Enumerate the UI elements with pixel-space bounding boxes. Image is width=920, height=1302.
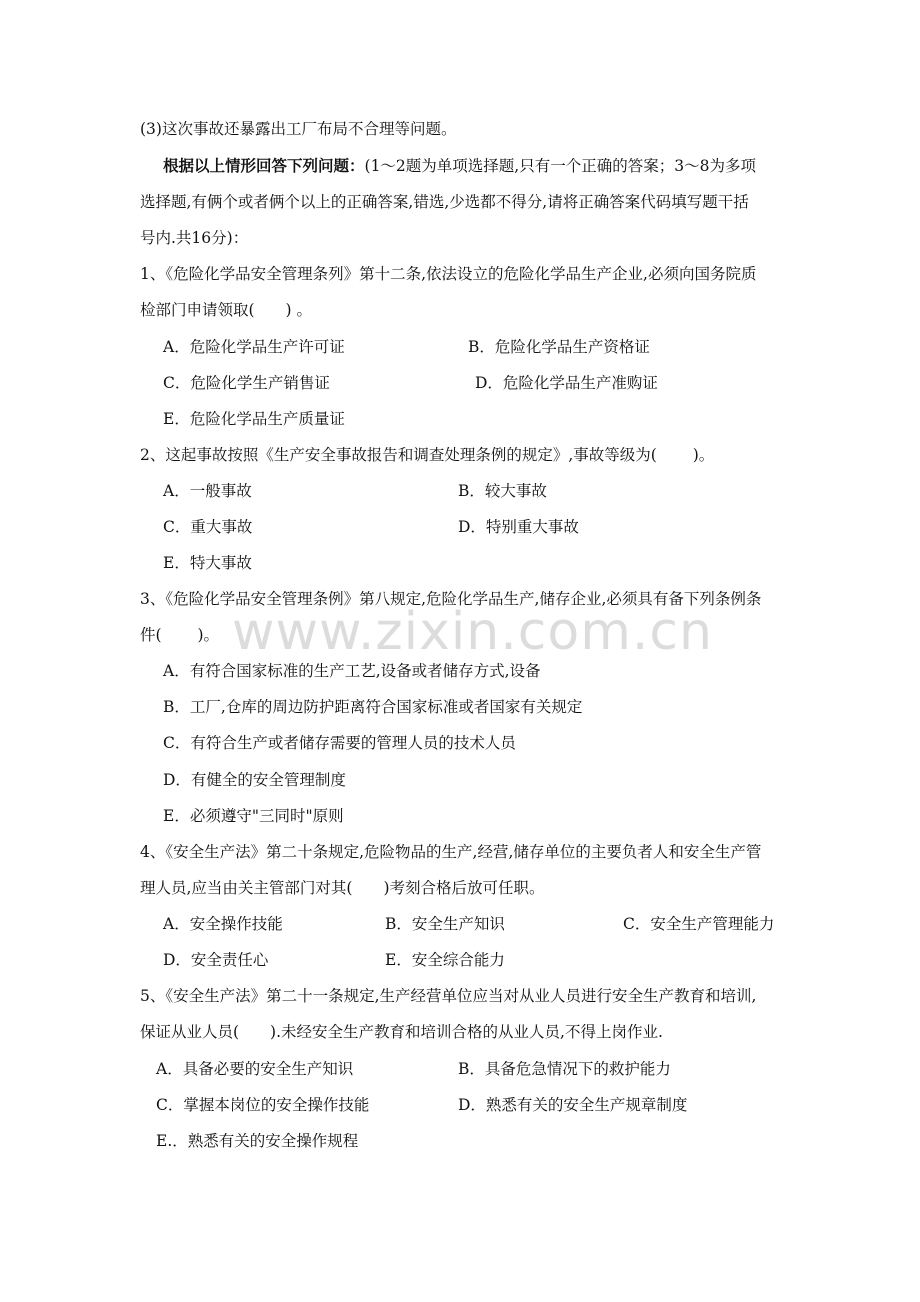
question-5-option-c: C．掌握本岗位的安全操作技能 — [156, 1096, 370, 1114]
instructions-line-3: 号内.共16分)： — [140, 229, 249, 247]
question-5-option-e: E.．熟悉有关的安全操作规程 — [156, 1132, 359, 1150]
question-1-option-d: D．危险化学品生产准购证 — [475, 374, 658, 392]
question-1-option-e: E．危险化学品生产质量证 — [163, 410, 345, 428]
question-4-option-d: D．安全责任心 — [163, 951, 269, 969]
question-4-option-b: B．安全生产知识 — [385, 915, 505, 933]
question-5-option-d: D．熟悉有关的安全生产规章制度 — [458, 1096, 688, 1114]
question-2-option-a: A．一般事故 — [163, 482, 252, 500]
question-3-option-e: E．必须遵守"三同时"原则 — [163, 807, 344, 825]
question-1-option-c: C．危险化学生产销售证 — [163, 374, 330, 392]
question-2-stem: 2、这起事故按照《生产安全事故报告和调查处理条例的规定》,事故等级为( )。 — [140, 446, 715, 464]
question-2-option-c: C．重大事故 — [163, 518, 253, 536]
question-4-option-c: C．安全生产管理能力 — [623, 915, 775, 933]
question-2-option-e: E．特大事故 — [163, 554, 252, 572]
question-2-option-b: B．较大事故 — [458, 482, 547, 500]
instructions-text: (1～2题为单项选择题,只有一个正确的答案；3～8为多项 — [364, 157, 756, 175]
question-5-stem: 5、《安全生产法》第二十一条规定,生产经营单位应当对从业人员进行安全生产教育和培训, — [140, 987, 757, 1005]
question-4-option-a: A．安全操作技能 — [163, 915, 283, 933]
question-1-option-b: B．危险化学品生产资格证 — [468, 338, 650, 356]
question-5-option-a: A．具备必要的安全生产知识 — [156, 1060, 354, 1078]
question-4-option-e: E．安全综合能力 — [385, 951, 505, 969]
question-1-stem-cont: 检部门申请领取( ) 。 — [140, 301, 313, 319]
question-3-option-c: C．有符合生产或者储存需要的管理人员的技术人员 — [163, 734, 516, 752]
instructions-line-2: 选择题,有俩个或者俩个以上的正确答案,错选,少选都不得分,请将正确答案代码填写题干括 — [140, 193, 749, 211]
question-3-option-b: B．工厂,仓库的周边防护距离符合国家标准或者国家有关规定 — [163, 698, 583, 716]
question-1-stem: 1、《危险化学品安全管理条列》第十二条,依法设立的危险化学品生产企业,必须向国务院质 — [140, 265, 757, 283]
question-5-stem-cont: 保证从业人员( ).未经安全生产教育和培训合格的从业人员,不得上岗作业. — [140, 1023, 663, 1041]
question-4-stem: 4、《安全生产法》第二十条规定,危险物品的生产,经营,储存单位的主要负者人和安全生产管 — [140, 843, 762, 861]
question-3-option-a: A．有符合国家标准的生产工艺,设备或者储存方式,设备 — [163, 662, 541, 680]
intro-item-3: (3)这次事故还暴露出工厂布局不合理等问题。 — [140, 120, 457, 138]
watermark: www.zixin.com.cn — [232, 602, 713, 662]
instructions-bold: 根据以上情形回答下列问题： — [163, 156, 365, 175]
question-3-stem: 3、《危险化学品安全管理条例》第八规定,危险化学品生产,储存企业,必须具有备下列条例条 — [140, 590, 762, 608]
question-4-stem-cont: 理人员,应当由关主管部门对其( )考刻合格后放可任职。 — [140, 879, 545, 897]
question-3-option-d: D．有健全的安全管理制度 — [163, 771, 346, 789]
question-5-option-b: B．具备危急情况下的救护能力 — [458, 1060, 671, 1078]
question-3-stem-cont: 件( )。 — [140, 626, 220, 644]
question-1-option-a: A．危险化学品生产许可证 — [163, 338, 345, 356]
instructions-line-1 — [163, 156, 756, 176]
question-2-option-d: D．特别重大事故 — [458, 518, 579, 536]
